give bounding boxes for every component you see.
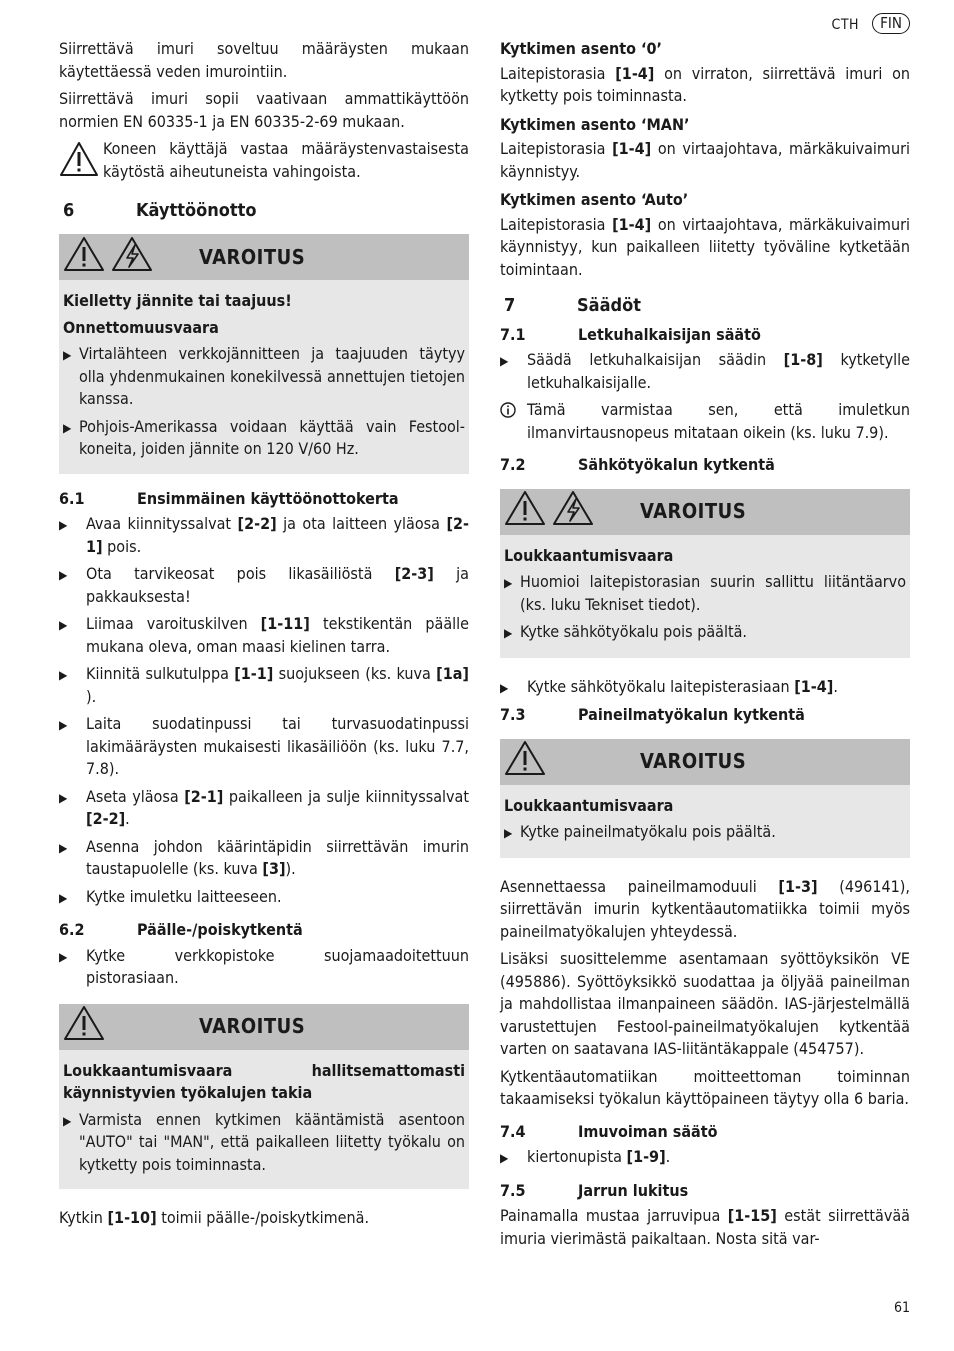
list-item: ▶ Kiinnitä sulkutulppa [1-1] suojukseen (ks. kuva [1a] ). (59, 664, 470, 706)
warning-title: VAROITUS (199, 244, 306, 269)
electric-shock-icon (552, 490, 594, 533)
switch-0-label: Kytkimen asento ‘0’ (500, 39, 662, 58)
warning-triangle-icon (59, 138, 103, 184)
list-item: ▶ Aseta yläosa [2-1] paikalleen ja sulje kiinnityssalvat [2-2]. (59, 786, 469, 828)
warning-box-startup: VAROITUS Loukkaantumisvaara hallitsemattomasti käynnistyvien työkalujen takia ▶ Varmista ennen kytkimen kääntämistä asentoon "AUTO" tai "MAN", että paikalleen liitetty työkalu on kytketty pois toiminnasta. (59, 1004, 469, 1190)
list-item: ▶ Liimaa varoituskilven [1-11] tekstikentän päälle mukana oleva, oman maasi kielinen tarra. (59, 614, 469, 656)
switch-paragraph: Kytkin [1-10] toimii päälle-/poiskytkimenä. (59, 1208, 370, 1227)
page-number: 61 (893, 1300, 910, 1316)
section-7-4-heading: 7.4 Imuvoiman säätö (500, 1121, 718, 1141)
section-6-2-heading: 6.2 Päälle-/poiskytkentä (59, 920, 303, 939)
language-badge: FIN (872, 13, 910, 34)
section-6-heading: 6 Käyttöönotto (63, 199, 257, 221)
list-item: ▶ Varmista ennen kytkimen kääntämistä asentoon "AUTO" tai "MAN", että paikalleen liitetty työkalu on kytketty pois toiminnasta. (63, 1109, 465, 1174)
list-item: ▶ Ota tarvikeosat pois likasäiliöstä [2-3] ja pakkauksesta! (59, 564, 469, 606)
list-item: ▶ Kytke verkkopistoke suojamaadoitettuun pistorasiaan. (59, 945, 469, 987)
intro-paragraph-2: Siirrettävä imuri sopii vaativaan ammattikäyttöön normien EN 60335-1 ja EN 60335-2-69 mukaan. (59, 89, 469, 131)
list-item: ▶ kiertonupista [1-9]. (500, 1147, 671, 1166)
list-item: ▶ Kytke sähkötyökalu pois päältä. (504, 622, 747, 641)
section-7-3-heading: 7.3 Paineilmatyökalun kytkentä (500, 705, 805, 724)
section-7-5-heading: 7.5 Jarrun lukitus (500, 1180, 689, 1200)
warning-triangle-icon (504, 740, 546, 783)
list-item: ▶ Kytke imuletku laitteeseen. (59, 886, 282, 906)
right-column: Kytkimen asento ‘0’ Laitepistorasia [1-4] on virraton, siirrettävä imuri on kytketty pois toiminnasta. Kytkimen asento ‘MAN’ Laitepistorasia [1-4] on virtaajohtava, märkäkuivaimuri käynnistyy. Kytkimen asento ‘Auto’ Laitepistorasia [1-4] on virtaajohtava, märkäkuivaimuri käynnistyy, kun paikalleen liitetty työväline kytketään toimintaan. 7 Säädöt 7.1 Letkuhalkaisijan säätö ▶ Säädä letkuhalkaisijan säädin [1-8] kytketylle letkuhalkaisijalle. Tämä varmistaa sen, että imuletkun ilmanvirtausnopeus mitataan oikein (ks. luku 7.9). 7.2 Sähkötyökalun kytkentä VAROITUS Loukkaantumisvaara ▶ Huomioi laitepistorasian suurin sallittu liitäntäarvo (ks. luku Tekniset tiedot). ▶ Kytke sähkötyökalu pois päältä. ▶ Kytke sähkötyökalu laitepisterasiaan [1-4]. 7.3 Paineilmatyökalun kytkentä VAROITUS Loukkaantumisvaara ▶ Kytke paineilmatyökalu pois päältä. Asennettaessa paineilmamoduuli [1-3] (496141), siirrettävän imurin kytkentäautomatiikka toimii myös paineilmatyökalujen yhteydessä. Lisäksi suosittelemme asentamaan syöttöyksikön VE (495886). Syöttöyksikkö suodattaa ja öljyää paineilman ja mahdollistaa ilmanpaineen säädön. IAS-järjestelmällä varustettujen Festool-paineilmatyökalujen kytkentää varten on saatavana IAS-liitäntäkappale (454757). Kytkentäautomatiikan moitteettoman toiminnan takaamiseksi työkalun käyttöpaineen täytyy olla 6 baria. 7.4 Imuvoiman säätö ▶ kiertonupista [1-9]. 7.5 Jarrun lukitus Painamalla mustaa jarruvipua [1-15] estät siirrettävää imuria vierimästä paikaltaan. Nosta sitä var- (500, 39, 910, 1248)
list-item: ▶ Kytke paineilmatyökalu pois päältä. (504, 822, 776, 841)
section-7-2-heading: 7.2 Sähkötyökalun kytkentä (500, 455, 775, 474)
warning-triangle-icon (63, 1005, 105, 1048)
list-item: ▶ Avaa kiinnityssalvat [2-2] ja ota laitteen yläosa [2-1] pois. (59, 514, 470, 556)
warning-box-voltage: VAROITUS Kielletty jännite tai taajuus! Onnettomuusvaara ▶ Virtalähteen verkkojännitteen ja taajuuden täytyy olla yhdenmukainen konekilvessä annettujen tietojen kanssa. ▶ Pohjois-Amerikassa voidaan käyttää vain Festool-koneita, joiden jännite on 120 V/60 Hz. (59, 234, 469, 474)
list-item: ▶ Virtalähteen verkkojännitteen ja taajuuden täytyy olla yhdenmukainen konekilvessä annettujen tietojen kanssa. (63, 344, 465, 408)
switch-man-label: Kytkimen asento ‘MAN’ (500, 114, 690, 134)
list-item: ▶ Asenna johdon käärintäpidin siirrettävän imurin taustapuolelle (ks. kuva [3]). (59, 836, 469, 878)
warning-title: VAROITUS (640, 499, 747, 524)
warning-triangle-icon (63, 236, 105, 279)
switch-auto-label: Kytkimen asento ‘Auto’ (500, 190, 689, 209)
warning-triangle-icon (504, 490, 546, 533)
list-item: ▶ Laita suodatinpussi tai turvasuodatinpussi lakimääräysten mukaisesti likasäiliöön (ks. luku 7.7, 7.8). (59, 714, 469, 778)
liability-note-text: Koneen käyttäjä vastaa määräystenvastaisesta käytöstä aiheutuneista vahingoista. (103, 139, 469, 181)
list-item: ▶ Pohjois-Amerikassa voidaan käyttää vain Festool-koneita, joiden jännite on 120 V/60 Hz. (63, 416, 465, 458)
section-6-1-heading: 6.1 Ensimmäinen käyttöönottokerta (59, 488, 399, 508)
warning-title: VAROITUS (199, 1014, 306, 1039)
section-7-heading: 7 Säädöt (504, 295, 641, 316)
left-column (59, 38, 469, 1235)
warning-box-pneumatic: VAROITUS Loukkaantumisvaara ▶ Kytke paineilmatyökalu pois päältä. (500, 739, 910, 858)
list-item: ▶ Kytke sähkötyökalu laitepisterasiaan [1-4]. (500, 676, 838, 696)
info-icon (500, 399, 527, 444)
warning-box-socket: VAROITUS Loukkaantumisvaara ▶ Huomioi laitepistorasian suurin sallittu liitäntäarvo (ks. luku Tekniset tiedot). ▶ Kytke sähkötyökalu pois päältä. (500, 489, 910, 658)
list-item: ▶ Säädä letkuhalkaisijan säädin [1-8] kytketylle letkuhalkaisijalle. (500, 350, 910, 392)
section-7-1-heading: 7.1 Letkuhalkaisijan säätö (500, 324, 761, 344)
info-note: Tämä varmistaa sen, että imuletkun ilmanvirtausnopeus mitataan oikein (ks. luku 7.9). (500, 399, 910, 444)
model-label: CTH (831, 17, 859, 33)
electric-shock-icon (111, 236, 153, 279)
intro-paragraph-1: Siirrettävä imuri soveltuu määräysten mukaan käytettäessä veden imurointiin. (59, 39, 469, 81)
warning-title: VAROITUS (640, 749, 747, 774)
liability-note (59, 138, 469, 184)
list-item: ▶ Huomioi laitepistorasian suurin sallittu liitäntäarvo (ks. luku Tekniset tiedot). (504, 572, 906, 614)
